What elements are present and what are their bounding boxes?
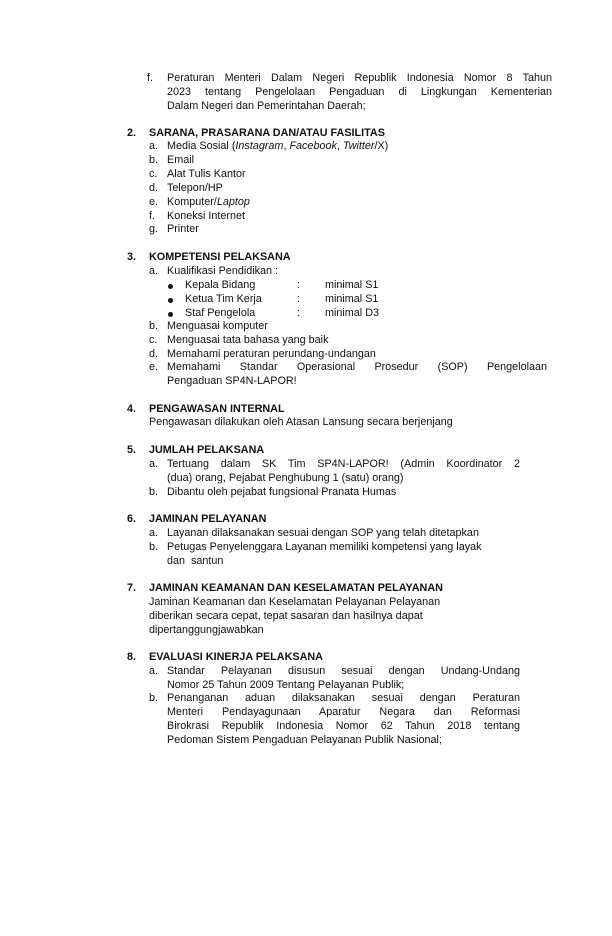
list-item-text: Media Sosial ( [167,140,236,152]
list-item-line: Tertuang dalam SK Tim SP4N-LAPOR! (Admin Koordinator 2 [167,458,520,470]
list-item-italic: Instagram [235,140,284,152]
list-marker: f. [149,210,155,222]
list-item-line: Pengaduan SP4N-LAPOR! [167,375,297,387]
section-number: 7. [127,582,137,594]
list-marker: a. [149,665,159,677]
list-marker: a. [149,140,159,152]
list-item: Printer [167,223,199,235]
paragraph-line: Peraturan Menteri Dalam Negeri Republik Indonesia Nomor 8 Tahun [167,72,552,84]
section-title: EVALUASI KINERJA PELAKSANA [149,651,323,663]
list-item-line: Birokrasi Republik Indonesia Nomor 62 Tahun 2018 tentang [167,720,520,732]
section-title: JAMINAN KEAMANAN DAN KESELAMATAN PELAYANAN [149,582,443,594]
section-number: 5. [127,444,137,456]
list-marker: d. [149,348,159,360]
list-item-line: Petugas Penyelenggara Layanan memiliki kompetensi yang layak [167,541,482,553]
list-item [167,196,250,210]
list-item: Menguasai tata bahasa yang baik [167,334,329,346]
list-marker: b. [149,541,159,553]
list-marker: b. [149,154,159,166]
list-marker: c. [149,168,158,180]
qualification-row [185,279,435,293]
bullet-icon [168,312,173,317]
list-item: Alat Tulis Kantor [167,168,246,180]
section-title: JAMINAN PELAYANAN [149,513,267,525]
qualification-colon: : [297,307,300,319]
list-item: Kualifikasi Pendidikan : [167,265,279,277]
list-item-line: Memahami Standar Operasional Prosedur (SOP) Pengelolaan [167,361,547,373]
list-marker: g. [149,223,159,235]
list-marker: c. [149,334,158,346]
list-marker: e. [149,361,159,373]
list-item-line: Penanganan aduan dilaksanakan sesuai dengan Peraturan [167,692,520,704]
qualification-row [185,307,435,321]
list-item-italic: Facebook [289,140,337,152]
qualification-value: minimal S1 [325,279,379,291]
section-title: SARANA, PRASARANA DAN/ATAU FASILITAS [149,127,385,139]
list-item-italic: Twitter [342,140,375,152]
list-item-separator: , [283,140,290,152]
list-item: Koneksi Internet [167,210,246,222]
list-item-line: Standar Pelayanan disusun sesuai dengan Undang-Undang [167,665,520,677]
qualification-label: Staf Pengelola [185,307,256,319]
list-item-text: /X) [374,140,389,152]
qualification-label: Kepala Bidang [185,279,256,291]
section-number: 3. [127,251,137,263]
qualification-colon: : [297,293,300,305]
section-number: 8. [127,651,137,663]
qualification-value: minimal S1 [325,293,379,305]
qualification-colon: : [297,279,300,291]
section-text-line: diberikan secara cepat, tepat sasaran dan hasilnya dapat [149,610,423,622]
list-item-line: (dua) orang, Pejabat Penghubung 1 (satu) orang) [167,472,404,484]
list-item-separator: , [336,140,343,152]
paragraph-line: 2023 tentang Pengelolaan Pengaduan di Lingkungan Kementerian [167,86,552,98]
list-item-line: Pedoman Sistem Pengaduan Pelayanan Publik Nasional; [167,734,442,746]
bullet-icon [168,298,173,303]
list-marker: a. [149,527,159,539]
list-item: Menguasai komputer [167,320,268,332]
list-item: Layanan dilaksanakan sesuai dengan SOP yang telah ditetapkan [167,527,479,539]
bullet-icon [168,284,173,289]
section-number: 2. [127,127,137,139]
section-text-line: dipertanggungjawabkan [149,624,264,636]
list-marker: d. [149,182,159,194]
list-item: Dibantu oleh pejabat fungsional Pranata Humas [167,486,397,498]
list-marker: e. [149,196,159,208]
section-title: KOMPETENSI PELAKSANA [149,251,291,263]
list-item-line: Menteri Pendayagunaan Aparatur Negara dan Reformasi [167,706,520,718]
list-marker: a. [149,265,159,277]
qualification-value: minimal D3 [325,307,379,319]
list-item: Telepon/HP [167,182,223,194]
section-title: JUMLAH PELAKSANA [149,444,265,456]
list-marker: b. [149,486,159,498]
section-text: Pengawasan dilakukan oleh Atasan Lansung secara berjenjang [149,416,453,428]
list-item-line: dan santun [167,555,224,567]
list-item: Memahami peraturan perundang-undangan [167,348,376,360]
section-title: PENGAWASAN INTERNAL [149,403,285,415]
section-number: 6. [127,513,137,525]
list-marker: f. [147,72,153,84]
list-item-line: Nomor 25 Tahun 2009 Tentang Pelayanan Publik; [167,679,405,691]
qualification-row [185,293,435,307]
list-item [167,140,388,154]
list-item: Email [167,154,194,166]
section-number: 4. [127,403,137,415]
list-item-text: Komputer/ [167,196,217,208]
paragraph-line: Dalam Negeri dan Pemerintahan Daerah; [167,100,366,112]
list-marker: b. [149,692,159,704]
list-marker: a. [149,458,159,470]
list-marker: b. [149,320,159,332]
qualification-label: Ketua Tim Kerja [185,293,262,305]
section-text-line: Jaminan Keamanan dan Keselamatan Pelayanan Pelayanan [149,596,441,608]
list-item-italic: Laptop [216,196,250,208]
